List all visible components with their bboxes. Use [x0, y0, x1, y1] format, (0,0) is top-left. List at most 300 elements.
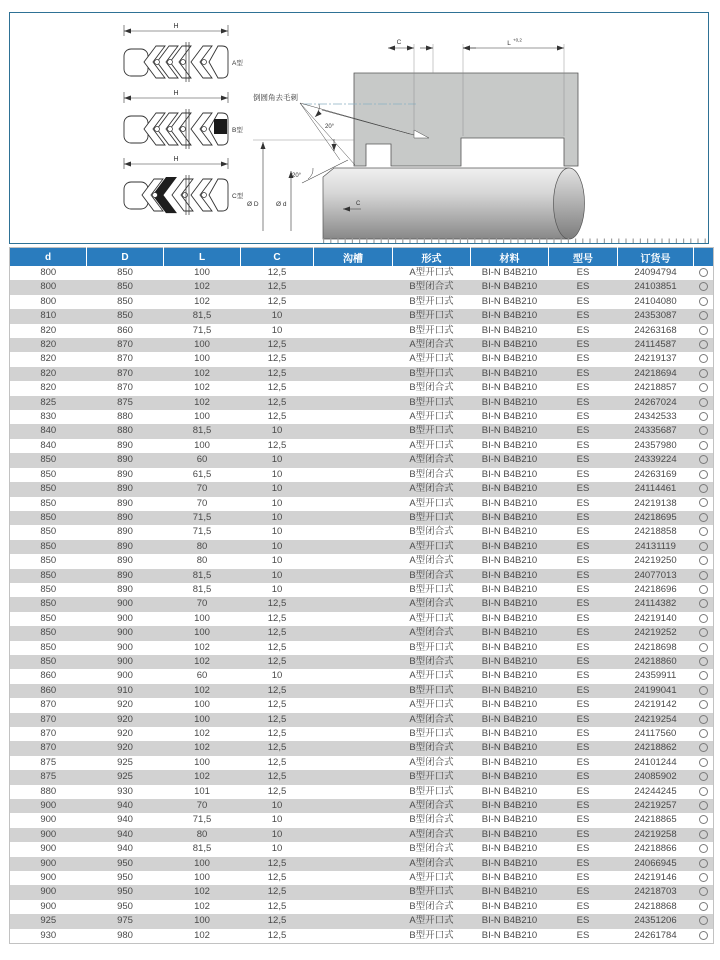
cell-d: 830 — [40, 411, 57, 423]
table-row — [10, 885, 714, 899]
cell-material: BI-N B4B210 — [481, 425, 538, 437]
table-row — [10, 641, 714, 655]
cell-D: 925 — [117, 756, 133, 768]
cell-order-marker — [694, 641, 714, 655]
cell-material: BI-N B4B210 — [481, 857, 538, 869]
cell-L: 102 — [194, 367, 210, 379]
cell-material: BI-N B4B210 — [481, 800, 538, 812]
cell-order-no: 24261784 — [634, 929, 677, 941]
table-row — [10, 698, 714, 712]
cell-D: 920 — [117, 713, 133, 725]
cell-model: ES — [576, 742, 590, 754]
cell-model: ES — [576, 756, 590, 768]
cell-order-marker — [694, 713, 714, 727]
cell-material: BI-N B4B210 — [481, 310, 538, 322]
cell-order-no: 24218862 — [634, 742, 677, 754]
cell-model: ES — [576, 900, 590, 912]
cell-C: 12,5 — [267, 439, 287, 451]
order-circle-icon — [699, 758, 708, 767]
cell-L: 81,5 — [192, 425, 212, 437]
cell-D: 900 — [117, 598, 133, 610]
cell-groove — [314, 266, 393, 280]
cell-groove — [314, 698, 393, 712]
table-row — [10, 799, 714, 813]
cell-order-no: 24219250 — [634, 555, 677, 567]
order-circle-icon — [699, 470, 708, 479]
cell-L: 100 — [194, 339, 210, 351]
cell-L: 100 — [194, 915, 210, 927]
cell-d: 850 — [40, 511, 57, 523]
cell-groove — [314, 655, 393, 669]
cell-order-marker — [694, 799, 714, 813]
cell-order-no: 24244245 — [634, 785, 677, 797]
cell-D: 890 — [117, 511, 133, 523]
cell-model: ES — [576, 555, 590, 567]
cell-order-no: 24353087 — [634, 310, 677, 322]
cell-D: 940 — [117, 800, 133, 812]
cell-material: BI-N B4B210 — [481, 468, 538, 480]
cell-D: 890 — [117, 497, 133, 509]
cell-order-marker — [694, 698, 714, 712]
cell-material: BI-N B4B210 — [481, 353, 538, 365]
cell-groove — [314, 871, 393, 885]
cell-D: 870 — [117, 353, 133, 365]
cell-form: A型闭合式 — [409, 454, 454, 466]
cell-order-no: 24219140 — [634, 612, 677, 624]
cell-C: 10 — [271, 828, 283, 840]
order-circle-icon — [699, 931, 708, 940]
cell-material: BI-N B4B210 — [481, 511, 538, 523]
dim-dia-D-label: Ø D — [247, 201, 259, 208]
cell-order-no: 24218694 — [634, 367, 677, 379]
cell-L: 100 — [194, 756, 210, 768]
cell-D: 880 — [117, 425, 133, 437]
table-row — [10, 468, 714, 482]
cell-order-no: 24219254 — [634, 713, 677, 725]
order-circle-icon — [699, 412, 708, 421]
table-row — [10, 497, 714, 511]
cell-L: 102 — [194, 742, 210, 754]
cell-order-marker — [694, 684, 714, 698]
cell-L: 71,5 — [192, 324, 212, 336]
cell-material: BI-N B4B210 — [481, 555, 538, 567]
deburr-note: 倒圆角去毛刺 — [253, 93, 298, 102]
cell-D: 890 — [117, 439, 133, 451]
cell-form: B型开口式 — [409, 511, 454, 523]
cell-material: BI-N B4B210 — [481, 382, 538, 394]
cell-form: A型闭合式 — [409, 828, 454, 840]
cell-L: 102 — [194, 295, 210, 307]
cell-L: 102 — [194, 728, 210, 739]
cell-order-marker — [694, 453, 714, 467]
cell-model: ES — [576, 526, 590, 538]
cell-groove — [314, 554, 393, 568]
cell-d: 850 — [40, 483, 57, 495]
cell-order-marker — [694, 612, 714, 626]
cell-order-no: 24114587 — [634, 339, 677, 351]
order-circle-icon — [699, 859, 708, 868]
cell-model: ES — [576, 699, 590, 711]
cell-order-no: 24218857 — [634, 382, 677, 394]
cell-model: ES — [576, 641, 590, 653]
cell-groove — [314, 929, 393, 944]
cell-order-marker — [694, 554, 714, 568]
cell-C: 10 — [271, 670, 283, 682]
cell-model: ES — [576, 583, 590, 595]
cell-order-marker — [694, 871, 714, 885]
technical-drawing — [10, 13, 708, 243]
angle-arc-lower — [308, 168, 313, 179]
cell-D: 940 — [117, 828, 133, 840]
cell-model: ES — [576, 627, 590, 639]
table-row — [10, 309, 714, 323]
cell-order-no: 24066945 — [634, 857, 677, 869]
cell-D: 890 — [117, 483, 133, 495]
cell-order-marker — [694, 741, 714, 755]
table-row — [10, 741, 714, 755]
cell-order-no: 24104080 — [634, 295, 677, 307]
cell-d: 850 — [40, 555, 57, 567]
cell-C: 12,5 — [267, 771, 287, 783]
dim-dia-d-label: Ø d — [276, 201, 287, 208]
cell-groove — [314, 309, 393, 323]
cell-material: BI-N B4B210 — [481, 598, 538, 610]
cell-L: 101 — [194, 785, 210, 797]
cell-material: BI-N B4B210 — [481, 699, 538, 711]
cell-D: 850 — [117, 310, 133, 322]
cell-form: B型闭合式 — [409, 843, 454, 855]
cell-C: 12,5 — [267, 742, 287, 754]
cell-d: 870 — [40, 699, 57, 711]
cell-L: 100 — [194, 713, 210, 725]
stack-diagram-c — [124, 156, 244, 215]
cell-order-no: 24101244 — [634, 756, 677, 768]
shaft — [323, 168, 706, 241]
diameter-dimensions — [263, 142, 291, 231]
cell-C: 10 — [271, 483, 283, 495]
table-row — [10, 540, 714, 554]
cell-material: BI-N B4B210 — [481, 828, 538, 840]
cell-C: 12,5 — [267, 382, 287, 394]
cell-d: 840 — [40, 439, 57, 451]
cell-model: ES — [576, 886, 590, 898]
cell-order-no: 24219257 — [634, 800, 677, 812]
dim-c-top-label: C — [396, 39, 402, 46]
cell-order-marker — [694, 324, 714, 338]
cell-order-no: 24094794 — [634, 267, 677, 278]
cell-model: ES — [576, 382, 590, 394]
cell-D: 900 — [117, 670, 133, 682]
cell-D: 890 — [117, 569, 133, 581]
cell-material: BI-N B4B210 — [481, 684, 538, 696]
cell-form: A型开口式 — [409, 612, 454, 624]
cell-material: BI-N B4B210 — [481, 267, 538, 278]
cell-order-marker — [694, 280, 714, 294]
cell-material: BI-N B4B210 — [481, 612, 538, 624]
cell-order-marker — [694, 540, 714, 554]
col-header-订货号: 订货号 — [618, 248, 694, 267]
cell-form: B型闭合式 — [409, 526, 454, 538]
cell-D: 920 — [117, 728, 133, 739]
cell-form: B型开口式 — [409, 324, 454, 336]
order-circle-icon — [699, 398, 708, 407]
table-row — [10, 367, 714, 381]
cell-d: 850 — [40, 454, 57, 466]
table-row — [10, 583, 714, 597]
cell-L: 80 — [196, 828, 208, 840]
order-circle-icon — [699, 585, 708, 594]
cell-d: 900 — [40, 857, 57, 869]
cell-form: A型开口式 — [409, 872, 454, 884]
cell-C: 12,5 — [267, 785, 287, 797]
cell-L: 81,5 — [192, 843, 212, 855]
cell-L: 80 — [196, 540, 208, 552]
cell-L: 102 — [194, 382, 210, 394]
cell-C: 10 — [271, 583, 283, 595]
order-circle-icon — [699, 614, 708, 623]
cell-D: 910 — [117, 684, 133, 696]
table-row — [10, 871, 714, 885]
cell-C: 10 — [271, 814, 283, 826]
cell-form: A型闭合式 — [409, 857, 454, 869]
cell-groove — [314, 439, 393, 453]
cell-C: 12,5 — [267, 641, 287, 653]
cell-form: B型开口式 — [409, 886, 454, 898]
stack-diagram-b — [124, 90, 243, 149]
cell-D: 850 — [117, 281, 133, 293]
cell-C: 10 — [271, 555, 283, 567]
order-circle-icon — [699, 484, 708, 493]
cell-L: 102 — [194, 655, 210, 667]
cell-form: B型开口式 — [409, 396, 454, 408]
size-order-table — [9, 247, 714, 944]
table-row — [10, 655, 714, 669]
dim-h-label: H — [173, 90, 179, 97]
cell-model: ES — [576, 684, 590, 696]
cell-model: ES — [576, 511, 590, 523]
angle-upper-label: 20° — [325, 124, 335, 130]
cell-model: ES — [576, 540, 590, 552]
technical-drawing-panel — [9, 12, 709, 244]
table-row — [10, 525, 714, 539]
cell-C: 12,5 — [267, 411, 287, 423]
cell-d: 850 — [40, 655, 57, 667]
cell-d: 800 — [40, 267, 57, 278]
cell-model: ES — [576, 612, 590, 624]
col-header-沟槽: 沟槽 — [314, 248, 393, 267]
table-row — [10, 338, 714, 352]
cell-form: B型开口式 — [409, 728, 454, 739]
cell-order-marker — [694, 424, 714, 438]
dim-l-tolerance: +0,2 — [513, 37, 522, 43]
cell-model: ES — [576, 267, 590, 278]
cell-C: 10 — [271, 569, 283, 581]
cell-form: B型开口式 — [409, 425, 454, 437]
cell-order-marker — [694, 929, 714, 944]
cell-groove — [314, 857, 393, 871]
cell-C: 12,5 — [267, 886, 287, 898]
cell-groove — [314, 770, 393, 784]
table-row — [10, 900, 714, 914]
cell-groove — [314, 756, 393, 770]
cell-D: 950 — [117, 886, 133, 898]
table-row — [10, 842, 714, 856]
cell-order-marker — [694, 727, 714, 741]
cell-L: 100 — [194, 411, 210, 423]
cell-order-marker — [694, 756, 714, 770]
cell-D: 875 — [117, 396, 133, 408]
cell-D: 950 — [117, 857, 133, 869]
cell-groove — [314, 511, 393, 525]
cell-material: BI-N B4B210 — [481, 295, 538, 307]
table-header-row — [10, 248, 714, 267]
cell-model: ES — [576, 800, 590, 812]
cell-D: 900 — [117, 655, 133, 667]
cell-d: 925 — [40, 915, 57, 927]
order-circle-icon — [699, 902, 708, 911]
order-circle-icon — [699, 542, 708, 551]
cell-d: 870 — [40, 728, 57, 739]
cell-D: 870 — [117, 367, 133, 379]
cell-groove — [314, 583, 393, 597]
cell-material: BI-N B4B210 — [481, 785, 538, 797]
cell-C: 12,5 — [267, 915, 287, 927]
cell-order-marker — [694, 828, 714, 842]
stack-b-label: B型 — [232, 127, 243, 134]
table-row — [10, 295, 714, 309]
cell-order-marker — [694, 381, 714, 395]
cell-order-no: 24218696 — [634, 583, 677, 595]
cell-d: 875 — [40, 756, 57, 768]
cell-form: B型闭合式 — [409, 814, 454, 826]
cell-material: BI-N B4B210 — [481, 641, 538, 653]
angle-lower-label: 20° — [292, 173, 302, 179]
cell-order-no: 24218695 — [634, 511, 677, 523]
cell-material: BI-N B4B210 — [481, 483, 538, 495]
cell-material: BI-N B4B210 — [481, 915, 538, 927]
cell-L: 100 — [194, 439, 210, 451]
order-circle-icon — [699, 455, 708, 464]
cell-groove — [314, 396, 393, 410]
cell-D: 980 — [117, 929, 133, 941]
table-row — [10, 612, 714, 626]
cell-C: 12,5 — [267, 872, 287, 884]
cell-D: 950 — [117, 872, 133, 884]
cell-model: ES — [576, 771, 590, 783]
cell-d: 850 — [40, 540, 57, 552]
cell-d: 820 — [40, 382, 57, 394]
cell-groove — [314, 338, 393, 352]
cell-D: 890 — [117, 526, 133, 538]
table-row — [10, 410, 714, 424]
cell-material: BI-N B4B210 — [481, 281, 538, 293]
cell-form: B型开口式 — [409, 641, 454, 653]
cell-material: BI-N B4B210 — [481, 339, 538, 351]
cell-L: 102 — [194, 900, 210, 912]
cell-order-no: 24342533 — [634, 411, 677, 423]
table-row — [10, 554, 714, 568]
order-circle-icon — [699, 268, 708, 277]
table-row — [10, 713, 714, 727]
cell-D: 860 — [117, 324, 133, 336]
cell-C: 12,5 — [267, 713, 287, 725]
cell-material: BI-N B4B210 — [481, 583, 538, 595]
order-circle-icon — [699, 873, 708, 882]
cell-L: 102 — [194, 684, 210, 696]
cell-order-no: 24219142 — [634, 699, 677, 711]
cell-material: BI-N B4B210 — [481, 439, 538, 451]
housing-section — [303, 73, 578, 166]
cell-form: A型闭合式 — [409, 339, 454, 351]
cell-form: A型开口式 — [409, 540, 454, 552]
table-row — [10, 396, 714, 410]
cell-C: 12,5 — [267, 267, 287, 278]
cell-C: 10 — [271, 454, 283, 466]
order-circle-icon — [699, 787, 708, 796]
cell-order-marker — [694, 583, 714, 597]
cell-material: BI-N B4B210 — [481, 411, 538, 423]
cell-d: 900 — [40, 843, 57, 855]
order-circle-icon — [699, 282, 708, 291]
cell-form: B型开口式 — [409, 295, 454, 307]
cell-order-no: 24077013 — [634, 569, 677, 581]
cell-C: 12,5 — [267, 598, 287, 610]
col-header-d: d — [10, 248, 87, 267]
cell-form: A型开口式 — [409, 497, 454, 509]
cell-order-marker — [694, 885, 714, 899]
cell-form: A型开口式 — [409, 411, 454, 423]
cell-model: ES — [576, 857, 590, 869]
cell-d: 860 — [40, 670, 57, 682]
cell-order-marker — [694, 857, 714, 871]
cell-order-no: 24267024 — [634, 396, 677, 408]
cell-order-marker — [694, 295, 714, 309]
cell-form: A型开口式 — [409, 915, 454, 927]
cell-L: 70 — [196, 800, 208, 812]
cell-D: 900 — [117, 627, 133, 639]
cell-order-no: 24131119 — [635, 540, 676, 552]
cell-L: 81,5 — [192, 569, 212, 581]
cell-d: 800 — [40, 281, 57, 293]
cell-order-marker — [694, 439, 714, 453]
b-type-end-ring — [214, 119, 227, 134]
stack-c-label: C型 — [232, 193, 244, 200]
cell-model: ES — [576, 281, 590, 293]
cell-D: 870 — [117, 339, 133, 351]
cell-groove — [314, 482, 393, 496]
cell-L: 61,5 — [192, 468, 212, 480]
table-row — [10, 857, 714, 871]
cell-form: B型闭合式 — [409, 468, 454, 480]
cell-C: 12,5 — [267, 339, 287, 351]
cell-order-no: 24218698 — [634, 641, 677, 653]
cell-d: 850 — [40, 526, 57, 538]
cell-D: 925 — [117, 771, 133, 783]
cell-order-marker — [694, 569, 714, 583]
cell-order-no: 24351206 — [634, 915, 677, 927]
cell-D: 880 — [117, 411, 133, 423]
cell-C: 10 — [271, 310, 283, 322]
order-circle-icon — [699, 326, 708, 335]
cell-d: 800 — [40, 295, 57, 307]
cell-order-no: 24085902 — [634, 771, 677, 783]
cell-d: 930 — [40, 929, 57, 941]
cell-material: BI-N B4B210 — [481, 771, 538, 783]
cell-D: 850 — [117, 267, 133, 278]
table-row — [10, 626, 714, 640]
cell-form: B型开口式 — [409, 684, 454, 696]
cell-model: ES — [576, 468, 590, 480]
